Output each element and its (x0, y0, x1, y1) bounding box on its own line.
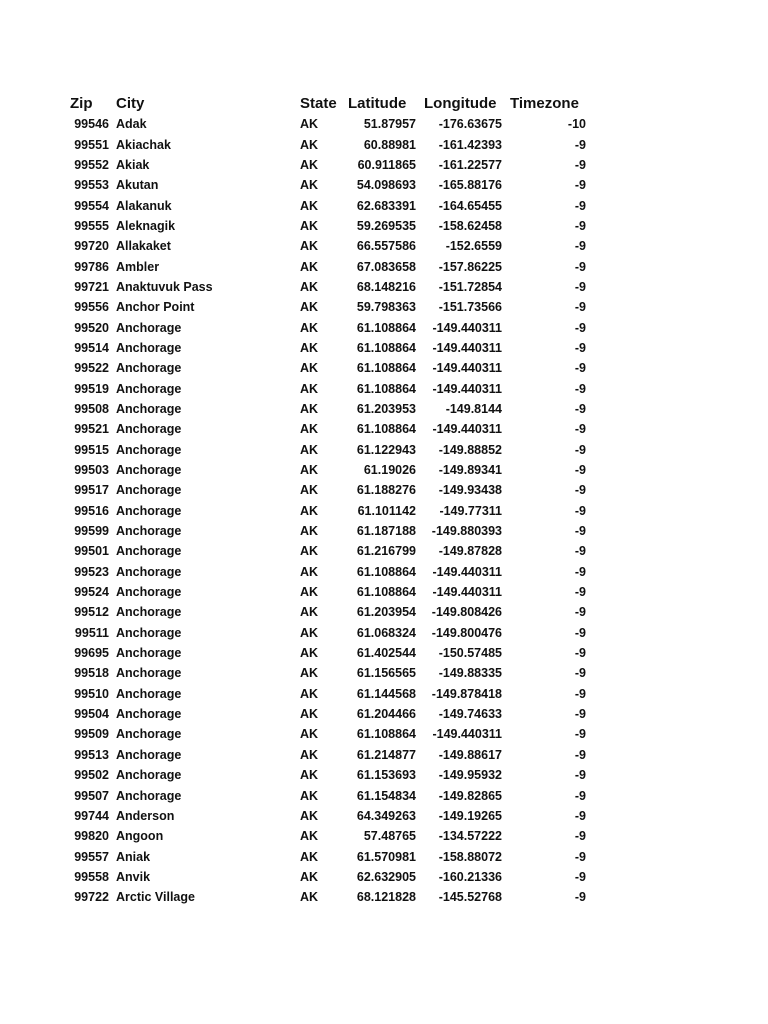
cell-timezone: -9 (574, 788, 586, 803)
cell-longitude: -160.21336 (438, 869, 502, 884)
cell-longitude: -150.57485 (438, 646, 502, 661)
cell-city: Aleknagik (116, 218, 176, 233)
cell-latitude: 61.154834 (356, 788, 416, 803)
cell-city: Anchorage (116, 503, 182, 518)
cell-city: Anchorage (116, 788, 182, 803)
cell-city: Anchorage (116, 524, 182, 539)
cell-state: AK (300, 707, 319, 722)
table-row (66, 765, 586, 785)
cell-latitude: 61.203953 (356, 401, 416, 416)
cell-city: Anchorage (116, 361, 182, 376)
table-row (66, 806, 586, 826)
cell-zip: 99503 (74, 463, 109, 478)
cell-city: Anchorage (116, 442, 182, 457)
cell-latitude: 61.108864 (356, 361, 416, 376)
cell-state: AK (300, 422, 319, 437)
cell-longitude: -149.800476 (431, 625, 502, 640)
cell-latitude: 68.121828 (356, 890, 416, 905)
cell-state: AK (300, 849, 319, 864)
cell-city: Akiak (116, 157, 150, 172)
cell-city: Anchorage (116, 483, 182, 498)
cell-city: Arctic Village (116, 890, 195, 905)
cell-latitude: 61.108864 (356, 727, 416, 742)
cell-longitude: -176.63675 (438, 117, 502, 132)
cell-latitude: 57.48765 (363, 829, 416, 844)
cell-city: Anchorage (116, 707, 182, 722)
cell-city: Anchorage (116, 564, 182, 579)
cell-timezone: -9 (574, 239, 586, 254)
cell-city: Anchorage (116, 768, 182, 783)
cell-timezone: -9 (574, 605, 586, 620)
cell-zip: 99504 (74, 707, 109, 722)
cell-state: AK (300, 157, 319, 172)
cell-zip: 99599 (74, 524, 109, 539)
cell-latitude: 61.216799 (356, 544, 416, 559)
cell-state: AK (300, 747, 319, 762)
cell-latitude: 67.083658 (356, 259, 416, 274)
header-row (66, 92, 586, 114)
cell-city: Anchor Point (116, 300, 195, 315)
cell-zip: 99556 (74, 300, 109, 315)
cell-state: AK (300, 585, 319, 600)
cell-latitude: 61.570981 (356, 849, 416, 864)
cell-timezone: -9 (574, 869, 586, 884)
table-row (66, 501, 586, 521)
cell-timezone: -9 (574, 422, 586, 437)
cell-zip: 99513 (74, 747, 109, 762)
cell-timezone: -9 (574, 544, 586, 559)
cell-state: AK (300, 259, 319, 274)
table-row (66, 277, 586, 297)
cell-latitude: 64.349263 (356, 808, 416, 823)
cell-zip: 99507 (74, 788, 109, 803)
cell-city: Anchorage (116, 646, 182, 661)
cell-timezone: -9 (574, 890, 586, 905)
cell-state: AK (300, 300, 319, 315)
cell-state: AK (300, 544, 319, 559)
cell-timezone: -9 (574, 666, 586, 681)
cell-city: Angoon (116, 829, 164, 844)
cell-timezone: -9 (574, 320, 586, 335)
cell-latitude: 61.156565 (356, 666, 416, 681)
cell-longitude: -158.88072 (438, 849, 502, 864)
header-longitude: Longitude (424, 94, 497, 112)
cell-zip: 99555 (74, 218, 109, 233)
cell-zip: 99552 (74, 157, 109, 172)
cell-longitude: -149.440311 (432, 320, 502, 335)
zip-code-table (66, 92, 586, 907)
table-row (66, 643, 586, 663)
header-state: State (300, 94, 337, 112)
cell-latitude: 61.108864 (356, 564, 416, 579)
cell-zip: 99518 (74, 666, 109, 681)
cell-longitude: -161.42393 (438, 137, 502, 152)
table-row (66, 521, 586, 541)
cell-zip: 99516 (74, 503, 109, 518)
table-row (66, 317, 586, 337)
table-row (66, 663, 586, 683)
cell-timezone: -9 (574, 463, 586, 478)
cell-longitude: -149.440311 (432, 381, 502, 396)
cell-latitude: 54.098693 (356, 178, 416, 193)
cell-zip: 99522 (74, 361, 109, 376)
cell-latitude: 68.148216 (356, 279, 416, 294)
cell-city: Anchorage (116, 666, 182, 681)
cell-timezone: -9 (574, 259, 586, 274)
cell-city: Adak (116, 117, 147, 132)
cell-zip: 99512 (74, 605, 109, 620)
header-timezone: Timezone (510, 94, 579, 112)
cell-state: AK (300, 503, 319, 518)
cell-city: Ambler (116, 259, 160, 274)
cell-longitude: -149.440311 (432, 564, 502, 579)
cell-longitude: -149.88335 (438, 666, 502, 681)
cell-latitude: 61.108864 (356, 585, 416, 600)
cell-latitude: 61.203954 (356, 605, 416, 620)
cell-latitude: 61.204466 (356, 707, 416, 722)
cell-longitude: -151.72854 (438, 279, 502, 294)
cell-longitude: -157.86225 (438, 259, 502, 274)
cell-latitude: 61.101142 (357, 503, 416, 518)
cell-latitude: 61.402544 (356, 646, 416, 661)
cell-longitude: -149.89341 (438, 463, 502, 478)
cell-city: Anchorage (116, 340, 182, 355)
cell-latitude: 61.108864 (356, 381, 416, 396)
table-row (66, 378, 586, 398)
cell-city: Anchorage (116, 747, 182, 762)
cell-longitude: -149.87828 (438, 544, 502, 559)
cell-timezone: -9 (574, 707, 586, 722)
cell-latitude: 61.122943 (356, 442, 416, 457)
cell-timezone: -9 (574, 178, 586, 193)
cell-state: AK (300, 198, 319, 213)
cell-state: AK (300, 320, 319, 335)
cell-longitude: -145.52768 (438, 890, 502, 905)
cell-state: AK (300, 361, 319, 376)
table-row (66, 419, 586, 439)
cell-longitude: -149.74633 (438, 707, 502, 722)
cell-longitude: -149.88617 (438, 747, 502, 762)
cell-longitude: -149.19265 (438, 808, 502, 823)
cell-longitude: -149.878418 (431, 686, 502, 701)
table-row (66, 724, 586, 744)
cell-zip: 99514 (74, 340, 109, 355)
cell-state: AK (300, 564, 319, 579)
cell-city: Anchorage (116, 544, 182, 559)
cell-city: Anaktuvuk Pass (116, 279, 213, 294)
table-row (66, 562, 586, 582)
cell-state: AK (300, 117, 319, 132)
cell-city: Anchorage (116, 463, 182, 478)
cell-state: AK (300, 646, 319, 661)
cell-city: Anchorage (116, 605, 182, 620)
cell-zip: 99510 (74, 686, 109, 701)
cell-zip: 99554 (74, 198, 109, 213)
cell-latitude: 62.683391 (356, 198, 416, 213)
cell-longitude: -149.440311 (432, 585, 502, 600)
cell-longitude: -149.88852 (438, 442, 502, 457)
table-row (66, 867, 586, 887)
cell-latitude: 61.214877 (356, 747, 416, 762)
table-row (66, 785, 586, 805)
cell-timezone: -10 (567, 117, 586, 132)
cell-zip: 99557 (74, 849, 109, 864)
cell-zip: 99509 (74, 727, 109, 742)
table-row (66, 582, 586, 602)
cell-timezone: -9 (574, 747, 586, 762)
cell-longitude: -165.88176 (438, 178, 502, 193)
cell-longitude: -149.440311 (432, 422, 502, 437)
cell-longitude: -152.6559 (445, 239, 502, 254)
cell-state: AK (300, 483, 319, 498)
cell-latitude: 61.108864 (356, 340, 416, 355)
cell-zip: 99517 (74, 483, 109, 498)
cell-latitude: 61.144568 (356, 686, 416, 701)
cell-city: Anchorage (116, 585, 182, 600)
cell-city: Anchorage (116, 422, 182, 437)
cell-city: Anvik (116, 869, 151, 884)
cell-state: AK (300, 666, 319, 681)
cell-zip: 99508 (74, 401, 109, 416)
cell-timezone: -9 (574, 381, 586, 396)
cell-latitude: 59.269535 (356, 218, 416, 233)
cell-longitude: -149.93438 (438, 483, 502, 498)
cell-zip: 99521 (74, 422, 109, 437)
table-row (66, 541, 586, 561)
cell-latitude: 61.188276 (356, 483, 416, 498)
cell-zip: 99519 (74, 381, 109, 396)
cell-zip: 99501 (74, 544, 109, 559)
cell-timezone: -9 (574, 157, 586, 172)
cell-timezone: -9 (574, 483, 586, 498)
header-zip: Zip (70, 94, 93, 112)
cell-longitude: -149.8144 (445, 401, 502, 416)
cell-timezone: -9 (574, 768, 586, 783)
cell-city: Aniak (116, 849, 151, 864)
cell-latitude: 51.87957 (363, 117, 416, 132)
table-row (66, 216, 586, 236)
cell-zip: 99524 (74, 585, 109, 600)
cell-longitude: -149.880393 (431, 524, 502, 539)
table-row (66, 175, 586, 195)
table-row (66, 114, 586, 134)
cell-zip: 99515 (74, 442, 109, 457)
cell-longitude: -149.808426 (431, 605, 502, 620)
cell-state: AK (300, 178, 319, 193)
cell-latitude: 61.19026 (363, 463, 416, 478)
cell-state: AK (300, 686, 319, 701)
cell-latitude: 60.911865 (357, 157, 416, 172)
cell-timezone: -9 (574, 727, 586, 742)
cell-longitude: -149.77311 (439, 503, 502, 518)
cell-zip: 99720 (74, 239, 109, 254)
cell-state: AK (300, 137, 319, 152)
cell-zip: 99502 (74, 768, 109, 783)
cell-latitude: 61.153693 (356, 768, 416, 783)
cell-city: Anchorage (116, 625, 182, 640)
cell-timezone: -9 (574, 361, 586, 376)
table-row (66, 846, 586, 866)
cell-latitude: 61.187188 (356, 524, 416, 539)
table-row (66, 256, 586, 276)
table-row (66, 399, 586, 419)
cell-timezone: -9 (574, 564, 586, 579)
table-row (66, 826, 586, 846)
cell-timezone: -9 (574, 137, 586, 152)
table-row (66, 460, 586, 480)
cell-zip: 99511 (74, 625, 109, 640)
cell-timezone: -9 (574, 524, 586, 539)
table-row (66, 704, 586, 724)
cell-timezone: -9 (574, 829, 586, 844)
cell-timezone: -9 (574, 442, 586, 457)
cell-zip: 99744 (74, 808, 109, 823)
table-body (66, 114, 586, 907)
cell-state: AK (300, 463, 319, 478)
cell-zip: 99721 (74, 279, 109, 294)
cell-state: AK (300, 727, 319, 742)
cell-timezone: -9 (574, 646, 586, 661)
cell-timezone: -9 (574, 625, 586, 640)
cell-state: AK (300, 218, 319, 233)
cell-state: AK (300, 788, 319, 803)
cell-timezone: -9 (574, 585, 586, 600)
cell-zip: 99551 (74, 137, 109, 152)
cell-latitude: 59.798363 (356, 300, 416, 315)
cell-timezone: -9 (574, 218, 586, 233)
cell-latitude: 66.557586 (356, 239, 416, 254)
table-row (66, 338, 586, 358)
table-header (66, 92, 586, 114)
cell-zip: 99546 (74, 117, 109, 132)
cell-zip: 99820 (74, 829, 109, 844)
table-row (66, 602, 586, 622)
cell-state: AK (300, 442, 319, 457)
cell-longitude: -134.57222 (438, 829, 502, 844)
table-row (66, 236, 586, 256)
cell-city: Akiachak (116, 137, 171, 152)
cell-state: AK (300, 381, 319, 396)
cell-state: AK (300, 524, 319, 539)
cell-longitude: -158.62458 (438, 218, 502, 233)
cell-latitude: 61.068324 (356, 625, 416, 640)
cell-longitude: -149.95932 (438, 768, 502, 783)
cell-latitude: 62.632905 (356, 869, 416, 884)
cell-state: AK (300, 890, 319, 905)
cell-city: Anderson (116, 808, 175, 823)
cell-city: Anchorage (116, 381, 182, 396)
cell-city: Allakaket (116, 239, 171, 254)
cell-city: Anchorage (116, 401, 182, 416)
cell-state: AK (300, 625, 319, 640)
cell-longitude: -151.73566 (438, 300, 502, 315)
cell-city: Akutan (116, 178, 159, 193)
table-row (66, 134, 586, 154)
cell-city: Alakanuk (116, 198, 172, 213)
cell-state: AK (300, 829, 319, 844)
cell-latitude: 60.88981 (363, 137, 416, 152)
header-latitude: Latitude (348, 94, 407, 112)
cell-longitude: -164.65455 (438, 198, 502, 213)
cell-timezone: -9 (574, 808, 586, 823)
cell-state: AK (300, 808, 319, 823)
table-row (66, 480, 586, 500)
cell-longitude: -149.440311 (432, 361, 502, 376)
cell-zip: 99695 (74, 646, 109, 661)
cell-longitude: -149.440311 (432, 340, 502, 355)
table-row (66, 358, 586, 378)
table-row (66, 623, 586, 643)
cell-state: AK (300, 340, 319, 355)
table-row (66, 297, 586, 317)
cell-zip: 99523 (74, 564, 109, 579)
cell-timezone: -9 (574, 300, 586, 315)
cell-state: AK (300, 768, 319, 783)
cell-state: AK (300, 279, 319, 294)
cell-longitude: -149.440311 (432, 727, 502, 742)
cell-timezone: -9 (574, 686, 586, 701)
cell-zip: 99722 (74, 890, 109, 905)
cell-latitude: 61.108864 (356, 320, 416, 335)
table-row (66, 440, 586, 460)
cell-timezone: -9 (574, 849, 586, 864)
cell-state: AK (300, 401, 319, 416)
cell-state: AK (300, 239, 319, 254)
cell-timezone: -9 (574, 401, 586, 416)
cell-longitude: -161.22577 (438, 157, 502, 172)
cell-timezone: -9 (574, 279, 586, 294)
cell-state: AK (300, 869, 319, 884)
cell-zip: 99786 (74, 259, 109, 274)
table-row (66, 684, 586, 704)
header-city: City (116, 94, 145, 112)
cell-city: Anchorage (116, 686, 182, 701)
cell-zip: 99520 (74, 320, 109, 335)
cell-city: Anchorage (116, 320, 182, 335)
cell-timezone: -9 (574, 503, 586, 518)
cell-latitude: 61.108864 (356, 422, 416, 437)
table-row (66, 195, 586, 215)
table-row (66, 887, 586, 907)
cell-state: AK (300, 605, 319, 620)
cell-city: Anchorage (116, 727, 182, 742)
cell-longitude: -149.82865 (438, 788, 502, 803)
cell-timezone: -9 (574, 340, 586, 355)
cell-zip: 99553 (74, 178, 109, 193)
cell-timezone: -9 (574, 198, 586, 213)
table-row (66, 745, 586, 765)
table-row (66, 155, 586, 175)
cell-zip: 99558 (74, 869, 109, 884)
